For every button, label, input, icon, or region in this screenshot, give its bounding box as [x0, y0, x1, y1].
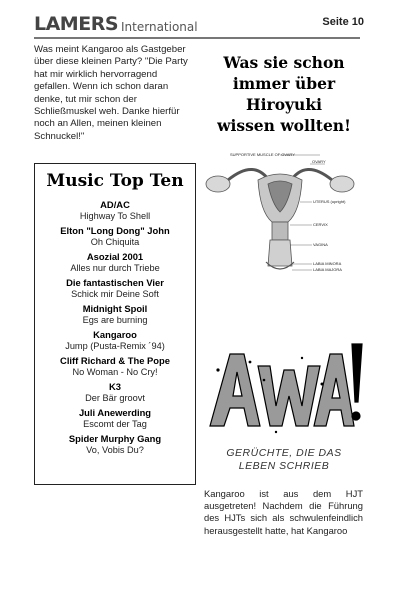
- top-ten-entry: [35, 303, 195, 326]
- entry-artist: K3: [109, 381, 121, 392]
- entry-artist: Die fantastischen Vier: [66, 277, 164, 288]
- awa-caption-line: GERÜCHTE, DIE DAS: [226, 447, 342, 459]
- entry-artist: AD/AC: [100, 199, 130, 210]
- diagram-label-vagina: VAGINA: [313, 242, 328, 247]
- anatomy-diagram: [200, 150, 368, 280]
- top-ten-entry: [35, 355, 195, 378]
- page-number: Seite 10: [322, 16, 364, 28]
- entry-artist: Kangaroo: [93, 329, 137, 340]
- entry-artist: Juli Anewerding: [78, 407, 152, 418]
- feature-title: [204, 52, 364, 136]
- entry-song: Schick mir Deine Soft: [71, 288, 159, 299]
- top-ten-entry: [35, 433, 195, 456]
- feature-title-line: immer über: [232, 74, 336, 93]
- awa-caption: [204, 447, 364, 473]
- top-ten-entry: [35, 199, 195, 222]
- top-ten-entry: [35, 277, 195, 300]
- header-rule: [34, 37, 360, 39]
- top-ten-entry: [35, 329, 195, 352]
- awa-graphic: [204, 340, 364, 440]
- music-top-ten-title: Music Top Ten: [46, 171, 184, 191]
- entry-song: Vo, Vobis Du?: [86, 444, 144, 455]
- feature-title-line: Hiroyuki: [246, 95, 322, 114]
- entry-song: Highway To Shell: [79, 210, 151, 221]
- entry-song: Der Bär groovt: [85, 392, 145, 403]
- music-top-ten-box: [34, 163, 196, 485]
- feature-title-line: wissen wollten!: [217, 116, 351, 135]
- entry-artist: Cliff Richard & The Pope: [60, 355, 170, 366]
- diagram-label-uterus: UTERUS (upright): [313, 199, 346, 204]
- diagram-label-ovary: OVARY: [312, 159, 326, 164]
- entry-song: Jump (Pusta-Remix ´94): [65, 340, 165, 351]
- entry-artist: Midnight Spoil: [82, 303, 148, 314]
- magazine-logo: [34, 12, 198, 34]
- logo-sub-text: International: [121, 20, 198, 34]
- top-ten-entry: [35, 251, 195, 274]
- entry-song: No Woman - No Cry!: [72, 366, 158, 377]
- feature-title-line: Was sie schon: [223, 53, 345, 72]
- bottom-paragraph: Kangaroo ist aus dem HJT ausgetreten! Nachdem die Führung des HJTs sich als schwulenfeindlich herausgestellt hatte, hat Kangaroo: [204, 488, 363, 536]
- entry-artist: Asozial 2001: [86, 251, 144, 262]
- top-ten-entry: [35, 381, 195, 404]
- diagram-label-labia-majora: LABIA MAJORA: [313, 267, 342, 272]
- intro-paragraph: Was meint Kangaroo als Gastgeber über diese kleinen Party? "Die Party hat mir wirklich hervorragend gefallen. Wenn ich schon daran denke, tut mir schon der Schließmuskel weh. Danke hierfür noch an Allen, meinen kleinen Schnuckel!": [34, 44, 188, 142]
- awa-caption-line: LEBEN SCHRIEB: [238, 460, 330, 472]
- diagram-label-cervix: CERVIX: [313, 222, 328, 227]
- entry-song: Egs are burning: [82, 314, 148, 325]
- entry-song: Oh Chiquita: [90, 236, 140, 247]
- entry-song: Alles nur durch Triebe: [70, 262, 160, 273]
- top-ten-entry: [35, 225, 195, 248]
- logo-main-text: LAMERS: [34, 13, 119, 35]
- entry-artist: Elton "Long Dong" John: [60, 225, 170, 236]
- entry-song: Escomt der Tag: [83, 418, 147, 429]
- entry-artist: Spider Murphy Gang: [68, 433, 162, 444]
- top-ten-entry: [35, 407, 195, 430]
- diagram-label-labia-minora: LABIA MINORA: [313, 261, 342, 266]
- diagram-label-muscle: SUPPORTIVE MUSCLE OF OVARY: [230, 152, 295, 157]
